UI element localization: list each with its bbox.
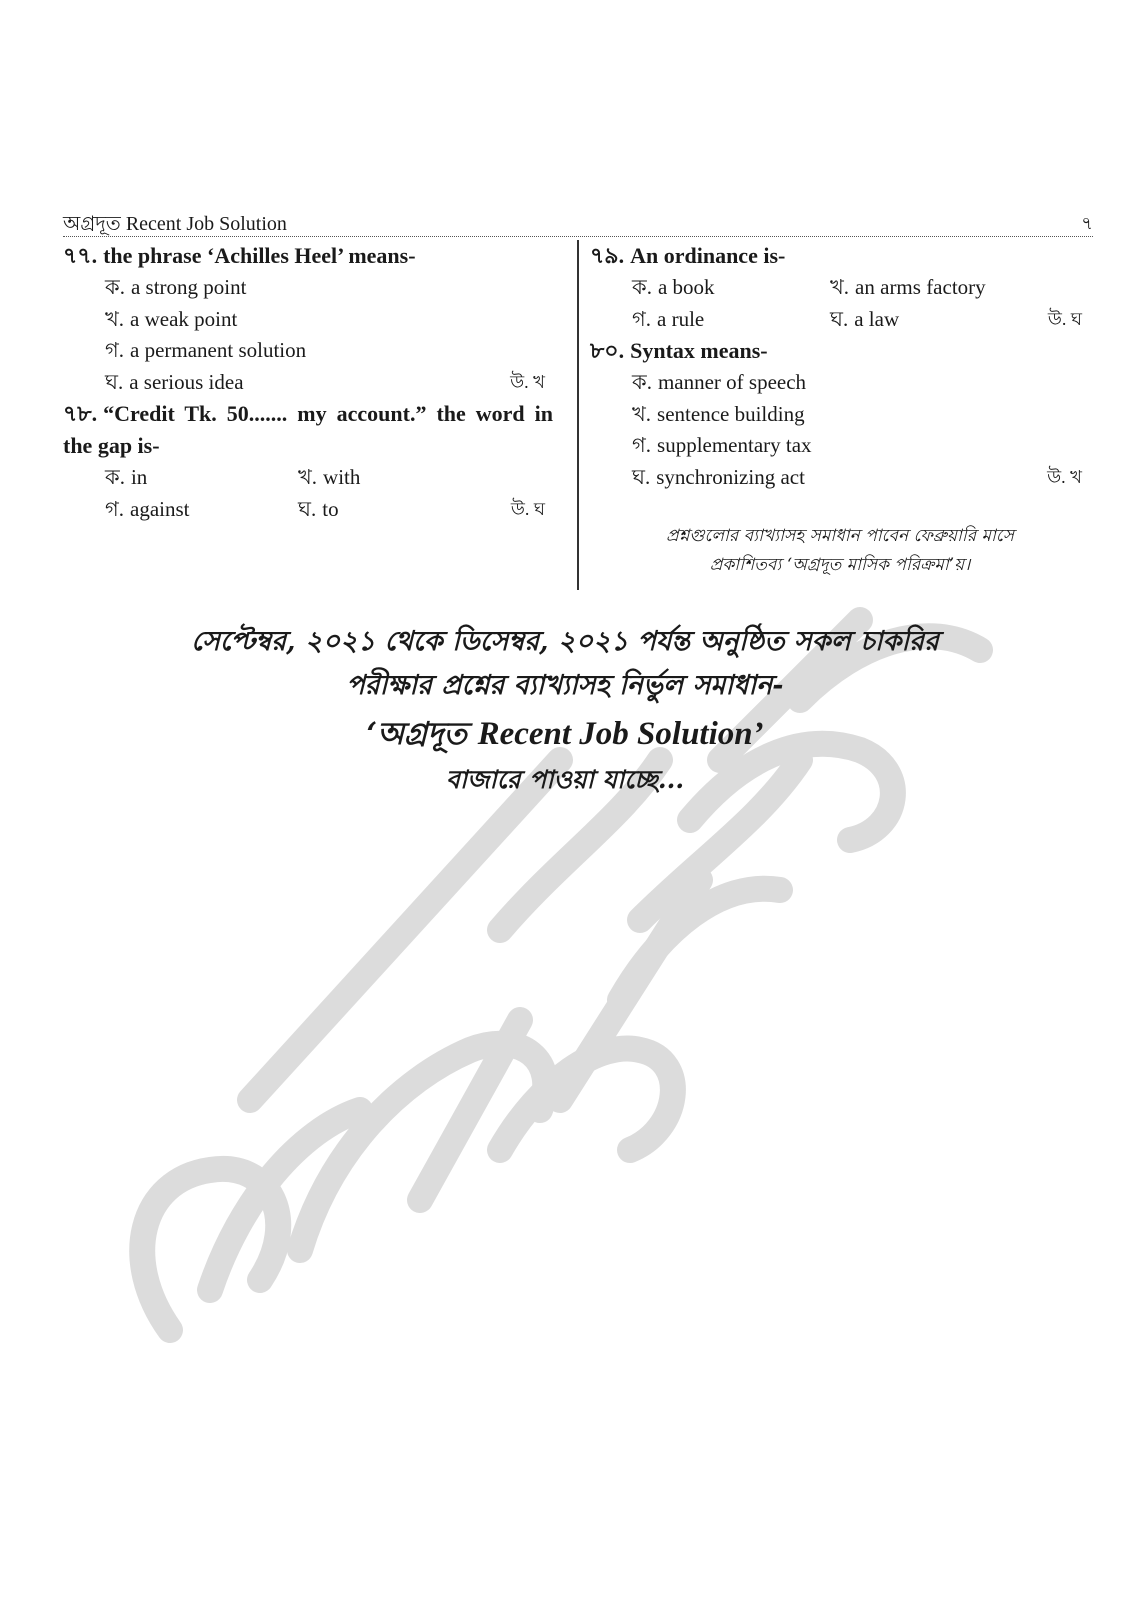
option: ঘ. a serious idea উ. খ: [63, 367, 553, 399]
option: ক. manner of speech: [632, 370, 807, 394]
option-row: ক. in খ. with: [105, 465, 361, 489]
question-77: ৭৭. the phrase ‘Achilles Heel’ means-: [63, 243, 416, 268]
question-78: ৭৮. “Credit Tk. 50....... my account.” the word in the gap is-: [63, 401, 553, 458]
option: ক. a strong point: [105, 275, 247, 299]
option: গ. a permanent solution: [105, 338, 307, 362]
promo-block: [0, 620, 1130, 800]
right-column: [590, 240, 1090, 493]
promo-line-2: পরীক্ষার প্রশ্নের ব্যাখ্যাসহ নির্ভুল সমাধান-: [346, 670, 784, 701]
header-title: অগ্রদূত Recent Job Solution: [63, 213, 287, 235]
answer-78: উ. ঘ: [510, 498, 545, 519]
option: খ. a weak point: [105, 306, 238, 331]
promo-line-3: ‘অগ্রদূত Recent Job Solution’: [366, 716, 764, 752]
answer-77: উ. খ: [510, 371, 545, 392]
promo-line-4: বাজারে পাওয়া যাচ্ছে...: [445, 765, 685, 794]
page-header: [63, 206, 1093, 237]
column-divider: [577, 240, 579, 590]
option-row: ক. a book খ. an arms factory: [632, 275, 986, 299]
answer-80: উ. খ: [1047, 466, 1082, 487]
promo-line-1: সেপ্টেম্বর, ২০২১ থেকে ডিসেম্বর, ২০২১ পর্যন্ত অনুষ্ঠিত সকল চাকরির: [191, 626, 939, 657]
option: খ. sentence building: [632, 401, 805, 426]
option-row: গ. against ঘ. to উ. ঘ: [63, 494, 553, 526]
question-79: ৭৯. An ordinance is-: [590, 243, 786, 268]
answer-79: উ. ঘ: [1047, 308, 1082, 329]
option-row: গ. a rule ঘ. a law উ. ঘ: [590, 304, 1090, 336]
left-column: [63, 240, 553, 525]
solution-note: প্রশ্নগুলোর ব্যাখ্যাসহ সমাধান পাবেন ফেব্রুয়ারি মাসে প্রকাশিতব্য ‘অগ্রদূত মাসিক পরিক্রমা’য়।: [666, 526, 1014, 575]
option: ঘ. synchronizing act উ. খ: [590, 462, 1090, 494]
page-number: ৭: [1081, 213, 1093, 234]
option: গ. supplementary tax: [632, 433, 812, 457]
question-80: ৮০. Syntax means-: [590, 338, 768, 363]
